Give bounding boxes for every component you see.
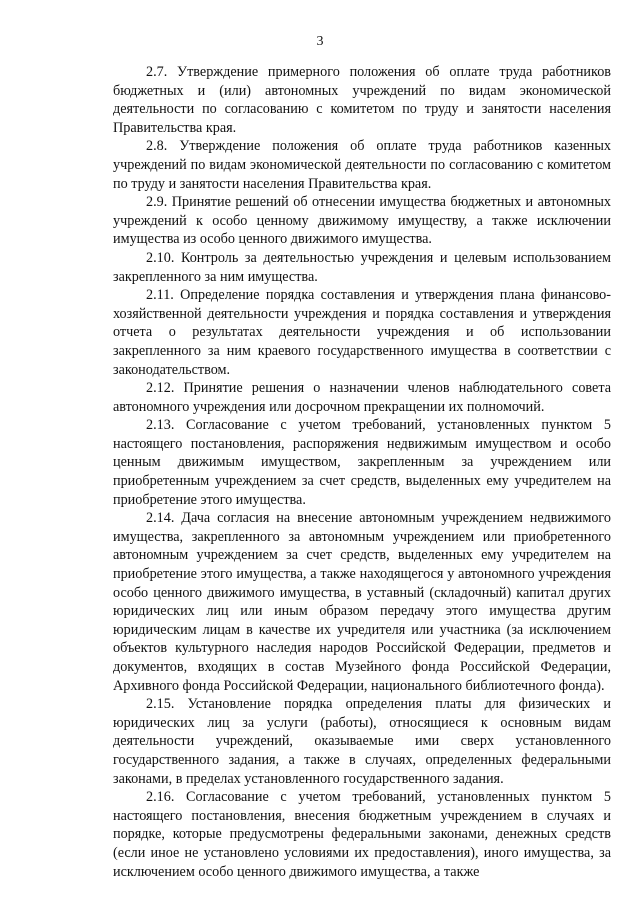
paragraph-2-14: 2.14. Дача согласия на внесение автономным учреждением недвижимого имущества, закрепленного за автономным учреждением или приобретенного автономным учреждением за счет средств, выделенных ему учредителем на приобретение этого имущества, а также находящегося у автономного учреждения особо ценного движимого имущества, в уставный (складочный) капитал других юридических лиц или иным образом передачу этого имущества другим юридическим лицам в качестве их учредителя или участника (за исключением объектов культурного наследия народов Российской Федерации, предметов и документов, входящих в состав Музейного фонда Российской Федерации, Архивного фонда Российской Федерации, национального библиотечного фонда).	[113, 510, 611, 694]
paragraph-2-15: 2.15. Установление порядка определения платы для физических и юридических лиц за услуги (работы), относящиеся к основным видам деятельности учреждений, оказываемые ими сверх установленного государственного задания, а также в случаях, определенных федеральными законами, в пределах установленного государственного задания.	[113, 696, 611, 787]
paragraph-2-9: 2.9. Принятие решений об отнесении имущества бюджетных и автономных учреждений к особо ценному движимому имуществу, а также исключении имущества из особо ценного движимого имущества.	[113, 194, 611, 248]
document-body	[113, 63, 611, 881]
paragraph-2-13: 2.13. Согласование с учетом требований, установленных пунктом 5 настоящего постановления, распоряжения недвижимым имуществом и особо ценным движимым имуществом, закрепленным за учреждением или приобретенным учреждением за счет средств, выделенных ему учредителем на приобретение этого имущества.	[113, 417, 611, 508]
paragraph-2-11: 2.11. Определение порядка составления и утверждения плана финансово-хозяйственной деятельности учреждения и порядка составления и утверждения отчета о результатах деятельности учреждения и об использовании закрепленного за ним краевого государственного имущества в соответствии с законодательством.	[113, 287, 611, 378]
paragraph-2-10: 2.10. Контроль за деятельностью учреждения и целевым использованием закрепленного за ним имущества.	[113, 249, 611, 285]
paragraph-2-16: 2.16. Согласование с учетом требований, установленных пунктом 5 настоящего постановления, внесения бюджетным учреждением в случаях и порядке, которые предусмотрены федеральными законами, денежных средств (если иное не установлено условиями их предоставления), иного имущества, за исключением особо ценного движимого имущества, а также	[113, 789, 611, 880]
page-number: 3	[316, 34, 324, 49]
paragraph-2-7: 2.7. Утверждение примерного положения об оплате труда работников бюджетных и (или) автономных учреждений по видам экономической деятельности по согласованию с комитетом по труду и занятости населения Правительства края.	[113, 64, 611, 136]
paragraph-2-8: 2.8. Утверждение положения об оплате труда работников казенных учреждений по видам экономической деятельности по согласованию с комитетом по труду и занятости населения Правительства края.	[113, 138, 611, 192]
paragraph-2-12: 2.12. Принятие решения о назначении членов наблюдательного совета автономного учреждения или досрочном прекращении их полномочий.	[113, 380, 611, 415]
